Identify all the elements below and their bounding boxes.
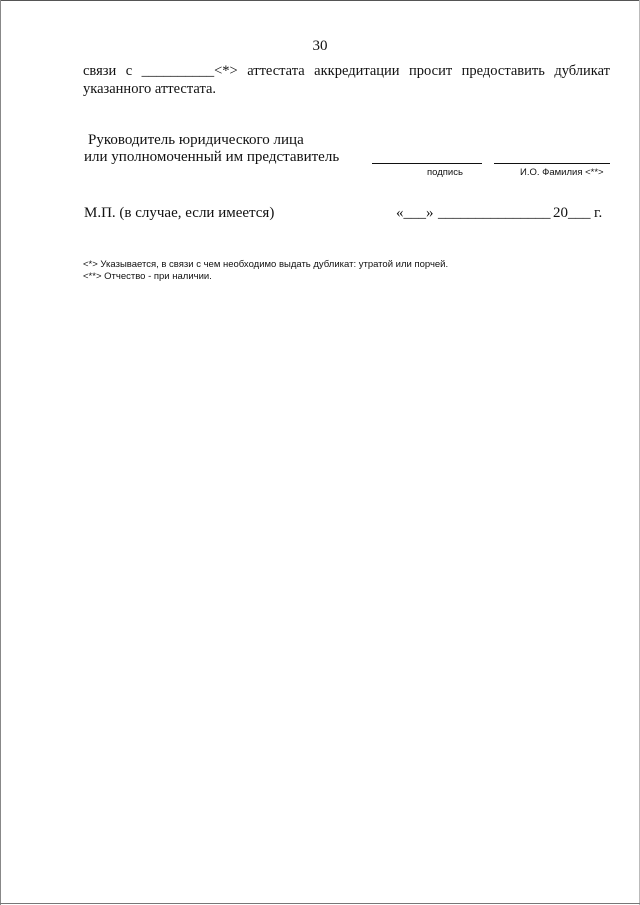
date-year-suffix: г. xyxy=(594,205,603,221)
signature-caption: подпись xyxy=(427,167,463,178)
paragraph-line-1 xyxy=(83,63,610,80)
date-year: 20___ xyxy=(553,205,591,221)
stamp-placeholder: М.П. (в случае, если имеется) xyxy=(84,205,275,221)
paragraph-blank: __________<*> xyxy=(141,63,238,79)
paragraph-word: аттестата xyxy=(247,63,305,79)
paragraph-word: аккредитации xyxy=(314,63,400,79)
date-field[interactable] xyxy=(396,205,608,225)
footnote-2: <**> Отчество - при наличии. xyxy=(83,271,212,282)
paragraph-word: с xyxy=(125,63,133,79)
footnote-1: <*> Указывается, в связи с чем необходимо выдать дубликат: утратой или порчей. xyxy=(83,259,449,270)
date-month: _______________ xyxy=(438,205,551,221)
scan-edge-left xyxy=(0,0,1,905)
paragraph-word: просит xyxy=(409,63,453,79)
signature-line[interactable] xyxy=(372,163,482,164)
paragraph-line-2: указанного аттестата. xyxy=(83,81,217,97)
paragraph-word: дубликат xyxy=(554,63,610,79)
scan-edge-bottom xyxy=(0,903,640,904)
page-number: 30 xyxy=(312,38,328,54)
paragraph-word: предоставить xyxy=(461,63,545,79)
signer-title-line-1: Руководитель юридического лица xyxy=(88,132,304,148)
date-day: «___» xyxy=(396,205,434,221)
paragraph-word: связи xyxy=(83,63,117,79)
scan-edge-top xyxy=(0,0,640,1)
name-line[interactable] xyxy=(494,163,610,164)
name-caption: И.О. Фамилия <**> xyxy=(520,167,604,178)
signer-title-line-2: или уполномоченный им представитель xyxy=(84,149,340,165)
